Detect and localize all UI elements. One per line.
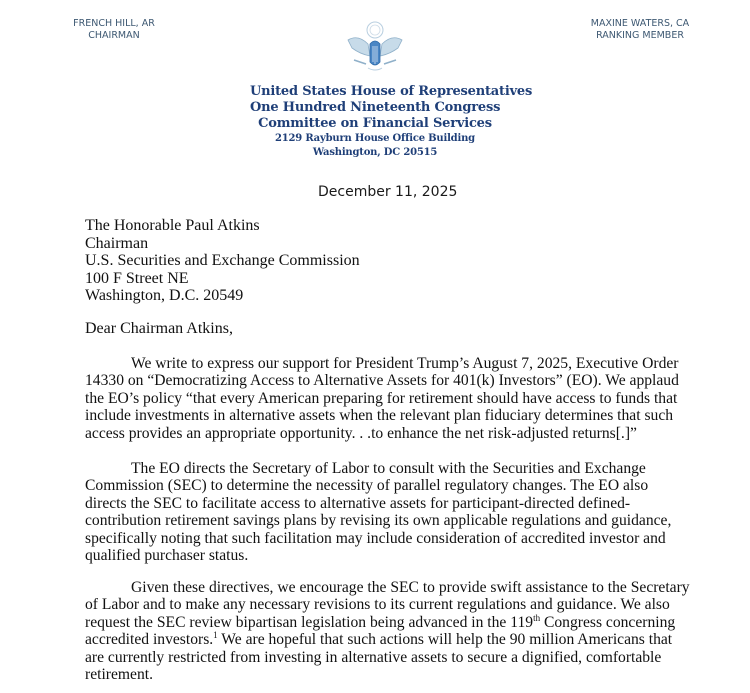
body-paragraph-1 [85, 355, 705, 442]
ranking-member-title: RANKING MEMBER [596, 30, 684, 41]
text-run: We are hopeful that such actions will help the 90 million Americans that [217, 631, 673, 649]
ordinal-suffix: th [533, 612, 541, 623]
paragraph-line: include investments in alternative assets when the relevant plan fiduciary determines that such [85, 407, 674, 425]
text-run: Congress concerning [540, 613, 676, 631]
paragraph-line [85, 614, 705, 631]
letterhead-congress: One Hundred Nineteenth Congress [250, 100, 501, 115]
chairman-name: FRENCH HILL, AR [73, 18, 155, 29]
paragraph-line: contribution retirement savings plans by revising its own applicable regulations and guidance, [85, 512, 672, 530]
paragraph-line: Commission (SEC) to determine the necessity of parallel regulatory changes. The EO also [85, 477, 649, 495]
text-run: request the SEC review bipartisan legislation being advanced in the 119 [85, 613, 534, 631]
ranking-member-name: MAXINE WATERS, CA [590, 18, 690, 29]
recipient-organization: U.S. Securities and Exchange Commission [85, 252, 360, 269]
paragraph-line: directs the SEC to facilitate access to alternative assets for participant-directed defined- [85, 494, 631, 512]
paragraph-line: of Labor and to make any necessary revisions to its current regulations and guidance. We also [85, 596, 670, 614]
chairman-title: CHAIRMAN [88, 30, 140, 41]
salutation: Dear Chairman Atkins, [85, 320, 233, 337]
paragraph-line: 14330 on “Democratizing Access to Alternative Assets for 401(k) Investors” (EO). We applaud [85, 372, 679, 390]
body-paragraph-3 [85, 579, 705, 683]
paragraph-line: specifically noting that such facilitation may include consideration of accredited investor and [85, 529, 666, 547]
paragraph-line: We write to express our support for President Trump’s August 7, 2025, Executive Order [131, 355, 679, 372]
footnote-marker[interactable]: 1 [213, 630, 218, 641]
letterhead-building: 2129 Rayburn House Office Building [275, 133, 475, 144]
paragraph-line: the EO’s policy “that every American preparing for retirement should have access to funds that [85, 389, 678, 407]
paragraph-line: qualified purchaser status. [85, 547, 249, 565]
chairman-header [58, 18, 170, 42]
text-run: accredited investors. [85, 631, 214, 649]
paragraph-line: access provides an appropriate opportunity. . .to enhance the net risk-adjusted returns[.]” [85, 424, 637, 442]
paragraph-line: Given these directives, we encourage the SEC to provide swift assistance to the Secretary [131, 579, 690, 596]
recipient-address [85, 217, 360, 305]
letter-date: December 11, 2025 [318, 184, 458, 200]
letterhead-city: Washington, DC 20515 [312, 147, 438, 158]
recipient-street: 100 F Street NE [85, 269, 189, 287]
paragraph-line: retirement. [85, 666, 153, 684]
paragraph-line [85, 631, 705, 648]
paragraph-line: are currently restricted from investing in alternative assets to secure a dignified, comfortable [85, 648, 662, 666]
eagle-seal-icon [344, 20, 406, 76]
letterhead-committee: Committee on Financial Services [258, 116, 492, 131]
recipient-title: Chairman [85, 234, 149, 252]
paragraph-line: The EO directs the Secretary of Labor to consult with the Securities and Exchange [131, 460, 646, 477]
recipient-city: Washington, D.C. 20549 [85, 287, 244, 304]
body-paragraph-2 [85, 460, 705, 564]
letterhead-house: United States House of Representatives [250, 84, 533, 99]
recipient-name: The Honorable Paul Atkins [85, 217, 260, 234]
ranking-member-header [570, 18, 710, 42]
committee-letterhead [250, 84, 533, 160]
